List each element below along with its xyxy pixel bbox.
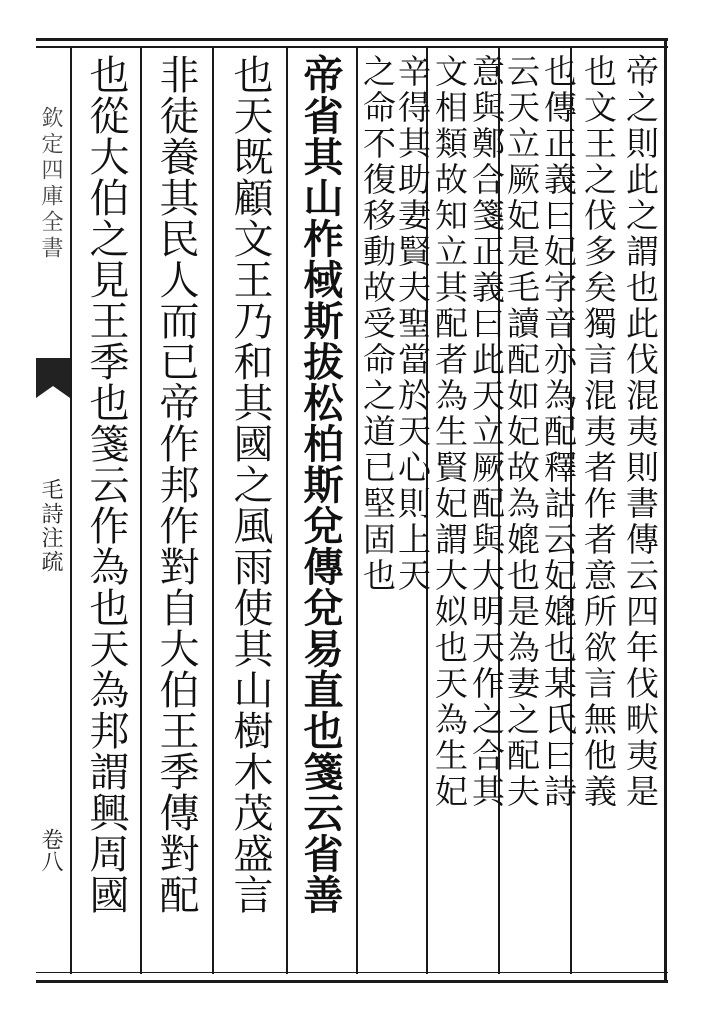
text-column-5: 意與鄭合箋正義曰此天立厥配與大明天作之合其: [467, 54, 506, 810]
text-column-12: 也從大伯之見王季也箋云作為也天為邦謂興周國: [83, 54, 129, 915]
column-divider: [212, 48, 214, 974]
column-divider: [286, 48, 288, 974]
text-column-8: 之命不復移動故受命之道已堅固也: [358, 54, 397, 594]
text-column-6: 文相類故知立其配者為生賢妃謂大姒也天為生妃: [430, 54, 469, 810]
column-divider: [140, 48, 142, 974]
column-divider: [70, 48, 72, 974]
text-column-11: 非徒養其民人而已帝作邦作對自大伯王季傳對配: [153, 54, 199, 915]
text-column-1: 帝之則此之謂也此伐混夷則書傳云四年伐畎夷是: [621, 54, 660, 810]
margin-section-title: 毛詩注疏: [38, 478, 63, 574]
text-column-7: 辛得其助妻賢夫聖當於天心則上天: [393, 54, 432, 594]
frame-bottom-line: [36, 980, 668, 983]
frame-right-line: [664, 38, 667, 983]
text-column-9: 帝省其山柞棫斯拔松柏斯兌傳兌易直也箋云省善: [297, 54, 344, 915]
text-column-10: 也天既顧文王乃和其國之風雨使其山樹木茂盛言: [227, 54, 273, 915]
frame-top-line: [36, 38, 668, 41]
text-column-3: 也傳正義曰妃字音亦為配釋詁云妃媲也某氏曰詩: [539, 54, 578, 810]
margin-page-number: 卷八: [38, 828, 63, 872]
text-column-2: 也文王之伐多矣獨言混夷者作者意所欲言無他義: [579, 54, 618, 810]
frame-bottom-inner-line: [36, 972, 668, 973]
text-column-4: 云天立厥妃是毛讀配如妃故為媲也是為妻之配夫: [502, 54, 541, 810]
fishtail-mark: [36, 358, 70, 398]
margin-strip: [36, 48, 70, 978]
frame-top-inner-line: [36, 46, 668, 48]
margin-book-title: 欽定四庫全書: [38, 106, 63, 262]
